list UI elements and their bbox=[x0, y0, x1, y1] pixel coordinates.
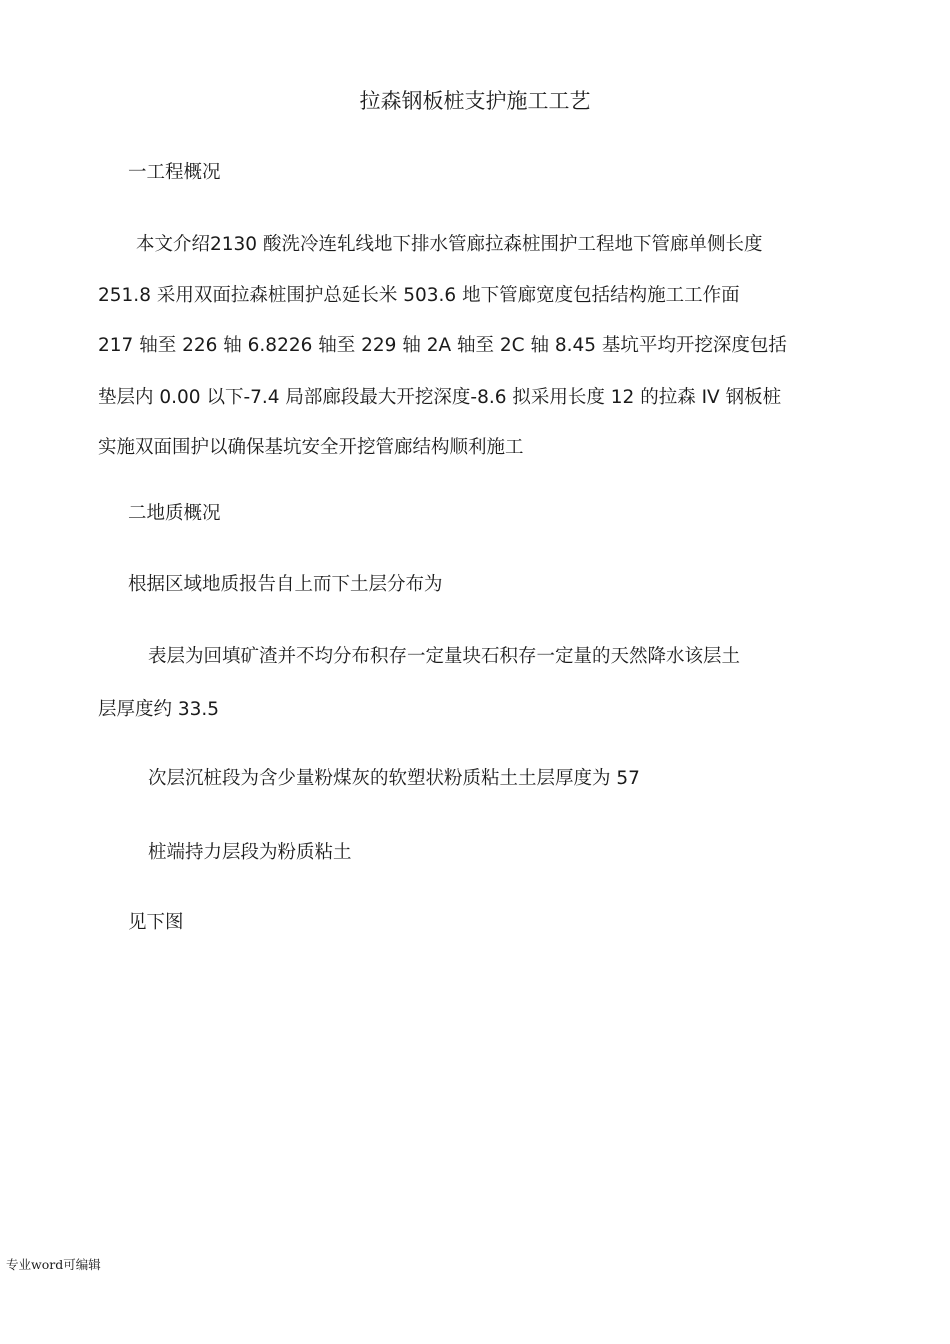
section2-intro: 根据区域地质报告自上而下土层分布为 bbox=[128, 574, 443, 595]
layer1-line-1: 表层为回填矿渣并不均分布积存一定量块石积存一定量的天然降水该层土 bbox=[148, 646, 741, 667]
section1-para-line-3: 217 轴至 226 轴 6.8226 轴至 229 轴 2A 轴至 2C 轴 8.45 基坑平均开挖深度包括 bbox=[98, 335, 787, 356]
layer1-line-2: 层厚度约 33.5 bbox=[98, 699, 220, 720]
section2-heading: 二地质概况 bbox=[128, 503, 221, 524]
section1-para-line-1: 本文介绍2130 酸洗冷连轧线地下排水管廊拉森桩围护工程地下管廊单侧长度 bbox=[136, 234, 763, 255]
section1-para-line-5: 实施双面围护以确保基坑安全开挖管廊结构顺利施工 bbox=[98, 437, 524, 458]
section1-para-line-4: 垫层内 0.00 以下-7.4 局部廊段最大开挖深度-8.6 拟采用长度 12 的拉森 IV 钢板桩 bbox=[98, 387, 782, 408]
document-title: 拉森钢板桩支护施工工艺 bbox=[359, 89, 591, 113]
see-below-text: 见下图 bbox=[128, 912, 184, 933]
footer-watermark: 专业word可编辑 bbox=[6, 1257, 101, 1272]
section1-heading: 一工程概况 bbox=[128, 162, 221, 183]
layer2-line: 次层沉桩段为含少量粉煤灰的软塑状粉质粘土土层厚度为 57 bbox=[148, 768, 640, 789]
layer3-line: 桩端持力层段为粉质粘土 bbox=[148, 842, 352, 863]
section1-para-line-2: 251.8 采用双面拉森桩围护总延长米 503.6 地下管廊宽度包括结构施工工作面 bbox=[98, 285, 740, 306]
